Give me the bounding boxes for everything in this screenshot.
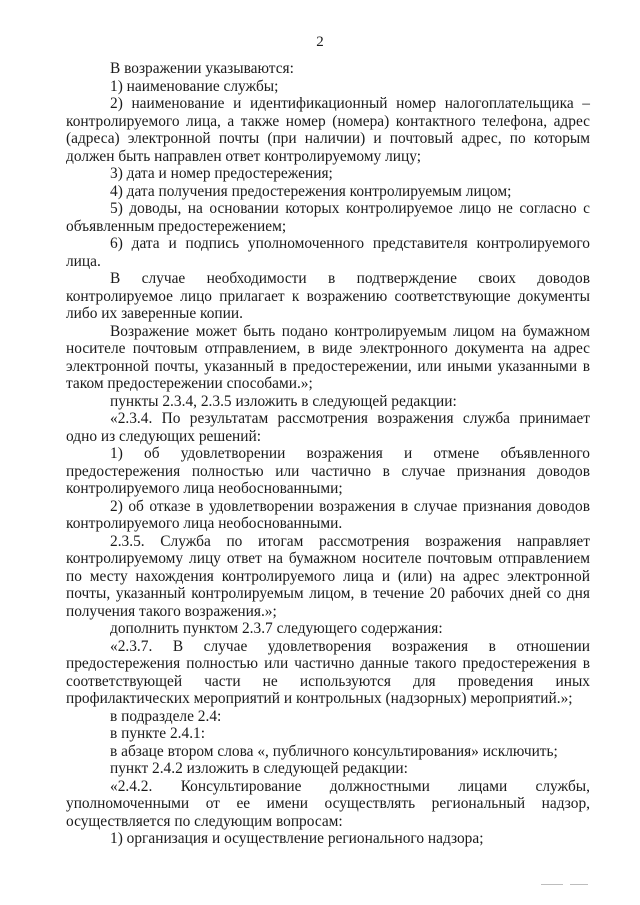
scan-mark [570, 884, 588, 885]
paragraph: «2.3.4. По результатам рассмотрения возражения служба принимает одно из следующих решений: [66, 410, 590, 445]
paragraph: 2) об отказе в удовлетворении возражения в случае признания доводов контролируемого лица необоснованными. [66, 497, 590, 532]
paragraph: 2.3.5. Служба по итогам рассмотрения возражения направляет контролируемому лицу ответ на бумажном носителе почтовым отправлением по месту нахождения контролируемого лица и (или) на адрес электронной почты, указанный контролируемым лицом, в течение 20 рабочих дней со дня получения такого возражения.»; [66, 532, 590, 620]
paragraph: 4) дата получения предостережения контролируемым лицом; [110, 182, 512, 200]
paragraph: пункты 2.3.4, 2.3.5 изложить в следующей редакции: [110, 392, 457, 410]
paragraph: «2.3.7. В случае удовлетворения возражения в отношении предостережения полностью или частично данные такого предостережения в соответствующей части не используются для проведения иных профилактических мероприятий и контрольных (надзорных) мероприятий.»; [66, 637, 590, 707]
page-number: 2 [316, 34, 324, 50]
paragraph: В возражении указываются: [110, 60, 294, 77]
paragraph: 1) наименование службы; [110, 77, 279, 95]
paragraph: В случае необходимости в подтверждение своих доводов контролируемое лицо прилагает к возражению соответствующие документы либо их заверенные копии. [66, 270, 590, 322]
paragraph: 5) доводы, на основании которых контролируемое лицо не согласно с объявленным предостережением; [66, 200, 590, 235]
paragraph: «2.4.2. Консультирование должностными лицами службы, уполномоченными от ее имени осуществлять региональный надзор, осуществляется по следующим вопросам: [66, 777, 590, 830]
paragraph: 6) дата и подпись уполномоченного представителя контролируемого лица. [66, 235, 590, 270]
paragraph: 1) организация и осуществление регионального надзора; [110, 830, 484, 847]
paragraph: дополнить пунктом 2.3.7 следующего содержания: [110, 620, 443, 637]
paragraph: в абзаце втором слова «, публичного консультирования» исключить; [110, 742, 558, 760]
paragraph: в пункте 2.4.1: [110, 725, 206, 742]
scan-mark [541, 884, 563, 885]
document-body [66, 60, 590, 848]
paragraph: 3) дата и номер предостережения; [110, 165, 333, 182]
paragraph: 2) наименование и идентификационный номер налогоплательщика – контролируемого лица, а также номер (номера) контактного телефона, адрес (адреса) электронной почты (при наличии) и почтовый адрес, по которым должен быть направлен ответ контролируемому лицу; [66, 95, 590, 165]
paragraph: пункт 2.4.2 изложить в следующей редакции: [110, 760, 408, 777]
paragraph: 1) об удовлетворении возражения и отмене объявленного предостережения полностью или частично в случае признания доводов контролируемого лица необоснованными; [66, 445, 590, 497]
paragraph: Возражение может быть подано контролируемым лицом на бумажном носителе почтовым отправлением, в виде электронного документа на адрес электронной почты, указанный в предостережении, или иными указанными в таком предостережении способами.»; [66, 322, 590, 392]
paragraph: в подразделе 2.4: [110, 707, 222, 725]
